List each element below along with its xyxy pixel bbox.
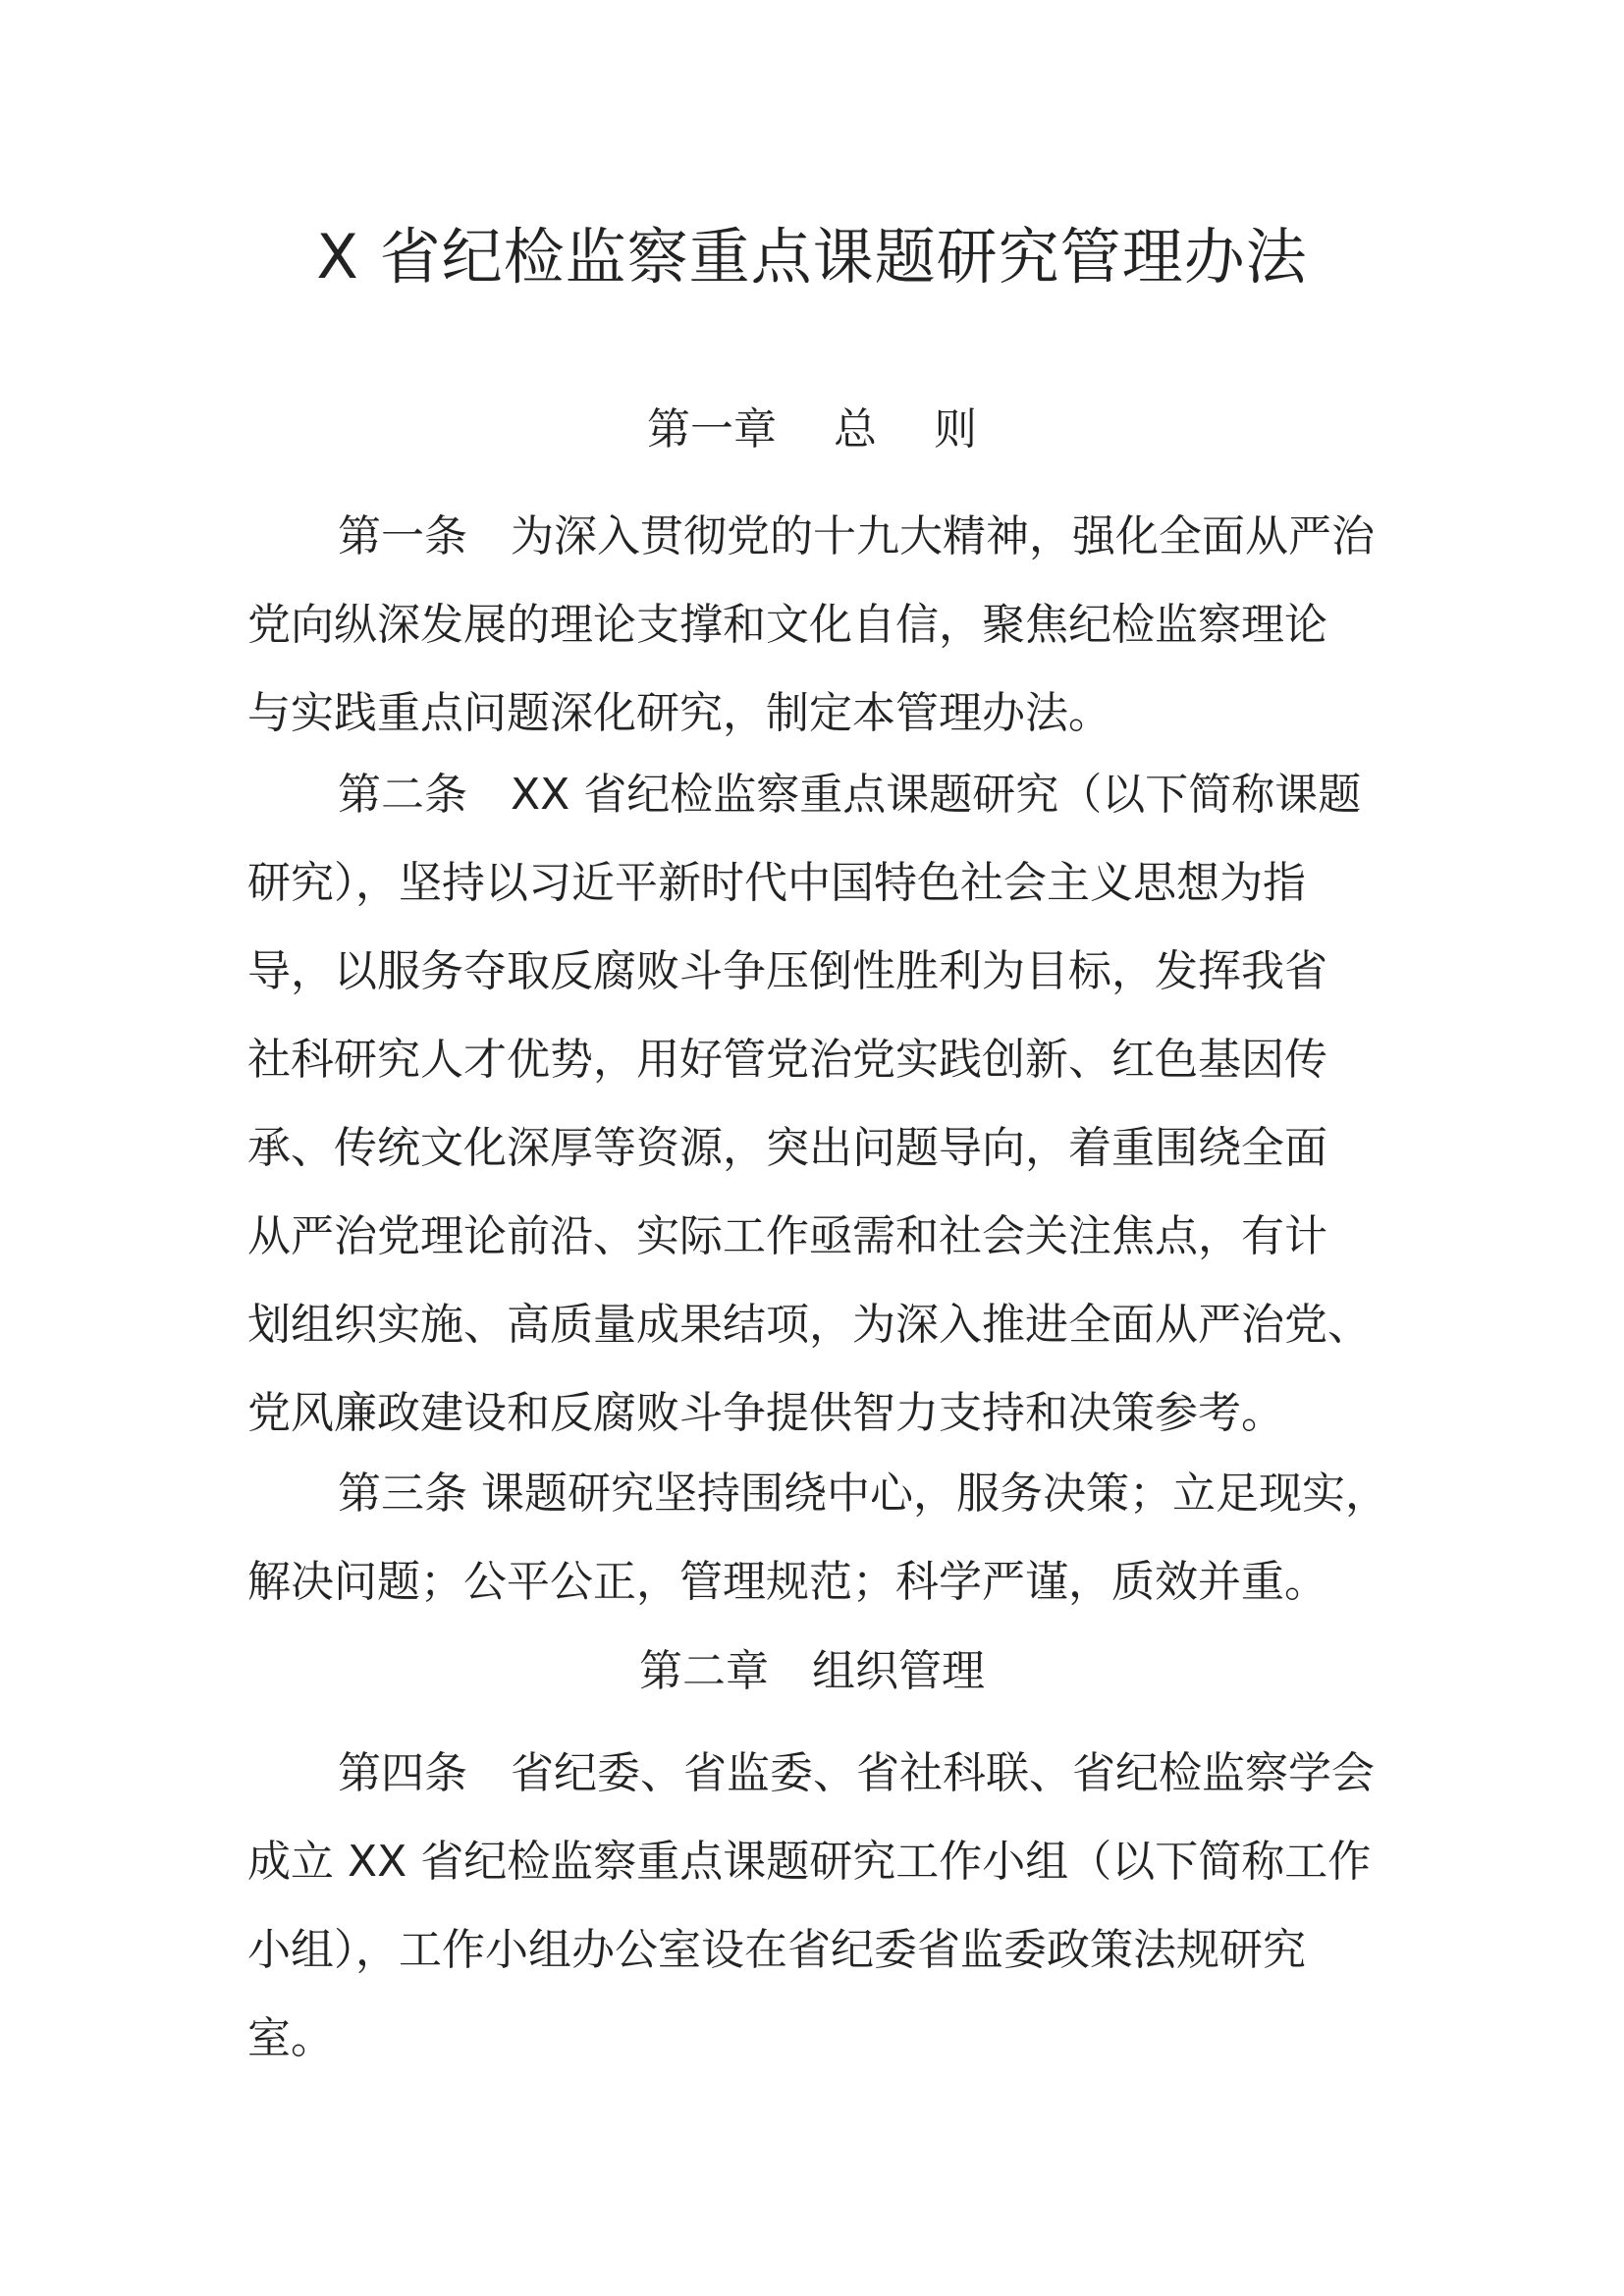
- article-4: [247, 1730, 1386, 2083]
- document-title: X 省纪检监察重点课题研究管理办法: [316, 221, 1308, 293]
- article-4-line-2: 成立 XX 省纪检监察重点课题研究工作小组（以下简称工作: [247, 1837, 1372, 1887]
- article-2-line-3: 导，以服务夺取反腐败斗争压倒性胜利为目标，发挥我省: [247, 946, 1327, 996]
- article-2-line-1: 第二条 XX 省纪检监察重点课题研究（以下简称课题: [338, 770, 1362, 820]
- article-4-line-1: 第四条 省纪委、省监委、省社科联、省纪检监察学会: [338, 1748, 1375, 1798]
- article-1-line-2: 党向纵深发展的理论支撑和文化自信，聚焦纪检监察理论: [247, 600, 1327, 650]
- chapter-heading-1: 第一章 总 则: [647, 404, 977, 454]
- article-1-line-1: 第一条 为深入贯彻党的十九大精神，强化全面从严治: [338, 511, 1375, 561]
- article-2: [247, 751, 1386, 1458]
- article-2-line-6: 从严治党理论前沿、实际工作亟需和社会关注焦点，有计: [247, 1211, 1327, 1261]
- article-4-line-4: 室。: [247, 2013, 334, 2063]
- chapter-heading-2: 第二章 组织管理: [639, 1646, 985, 1696]
- article-1-line-3: 与实践重点问题深化研究，制定本管理办法。: [247, 688, 1111, 738]
- article-2-line-7: 划组织实施、高质量成果结项，为深入推进全面从严治党、: [247, 1300, 1371, 1350]
- article-1: [247, 493, 1386, 758]
- article-4-line-3: 小组），工作小组办公室设在省纪委省监委政策法规研究: [247, 1925, 1306, 1975]
- article-3-line-1: 第三条 课题研究坚持围绕中心，服务决策；立足现实，: [338, 1468, 1388, 1519]
- article-3: [247, 1450, 1386, 1627]
- article-2-line-4: 社科研究人才优势，用好管党治党实践创新、红色基因传: [247, 1035, 1327, 1085]
- article-2-line-5: 承、传统文化深厚等资源，突出问题导向，着重围绕全面: [247, 1123, 1327, 1173]
- article-3-line-2: 解决问题；公平公正，管理规范；科学严谨，质效并重。: [247, 1557, 1327, 1607]
- article-2-line-2: 研究），坚持以习近平新时代中国特色社会主义思想为指: [247, 858, 1306, 908]
- article-2-line-8: 党风廉政建设和反腐败斗争提供智力支持和决策参考。: [247, 1388, 1284, 1438]
